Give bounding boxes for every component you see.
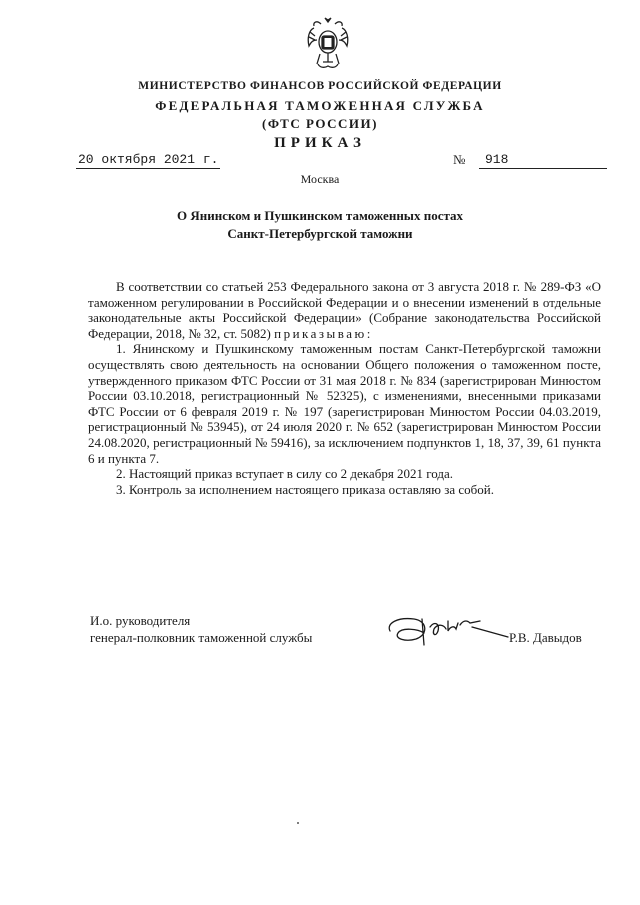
order-body [88,279,601,497]
coat-of-arms-emblem [305,16,351,70]
document-type: ПРИКАЗ [274,135,366,151]
number-sign: № [453,152,466,167]
title-line-1: О Янинском и Пушкинском таможенных постах [176,208,464,223]
order-number-field [453,151,601,168]
order-number: 918 [479,151,607,169]
item-3: 3. Контроль за исполнением настоящего приказа оставляю за собой. [116,481,494,497]
title-line-2: Санкт-Петербургской таможни [227,225,413,241]
order-date: 20 октября 2021 г. [78,152,219,167]
scan-speck [297,822,299,824]
signatory-position [90,612,312,646]
position-line-1: И.о. руководителя [90,613,191,628]
item-2: 2. Настоящий приказ вступает в силу со 2 декабря 2021 года. [116,466,454,482]
intro-text: В соответствии со статьей 253 Федерального закона от 3 августа 2018 г. № 289-ФЗ «О таможенном регулировании в Российской Федерации и о внесении изменений в отдельные законодательные акты Российской Федерации» (Собрание законодательства Российской Федерации, 2018, № 32, ст. 5082) [88,279,601,341]
intro-paragraph [88,279,601,341]
item-1: 1. Янинскому и Пушкинскому таможенным постам Санкт-Петербургской таможни осуществлять свою деятельность на основании Общего положения о таможенном посте, утвержденного приказом ФТС России от 31 мая 2018 г. № 834 (зарегистрирован Минюстом России 03.10.2018, регистрационный № 52325), с изменениями, внесенными приказами ФТС России от 6 февраля 2019 г. № 197 (зарегистрирован Минюстом России 04.03.2019, регистрационный № 53945), от 24 июля 2020 г. № 652 (зарегистрирован Минюстом России 24.08.2020, регистрационный № 59416), за исключением подпунктов 1, 18, 37, 39, 61 пункта 6 и пункта 7. [88,341,601,466]
order-title [0,207,640,242]
city: Москва [300,172,340,186]
order-word: приказываю: [274,325,373,341]
service-short-name: (ФТС РОССИИ) [262,116,378,131]
handwritten-signature [384,611,514,647]
position-line-2: генерал-полковник таможенной службы [90,630,313,645]
ministry-name: МИНИСТЕРСТВО ФИНАНСОВ РОССИЙСКОЙ ФЕДЕРАЦИИ [138,80,502,92]
signatory-name: Р.В. Давыдов [509,630,582,645]
service-name: ФЕДЕРАЛЬНАЯ ТАМОЖЕННАЯ СЛУЖБА [155,98,485,113]
